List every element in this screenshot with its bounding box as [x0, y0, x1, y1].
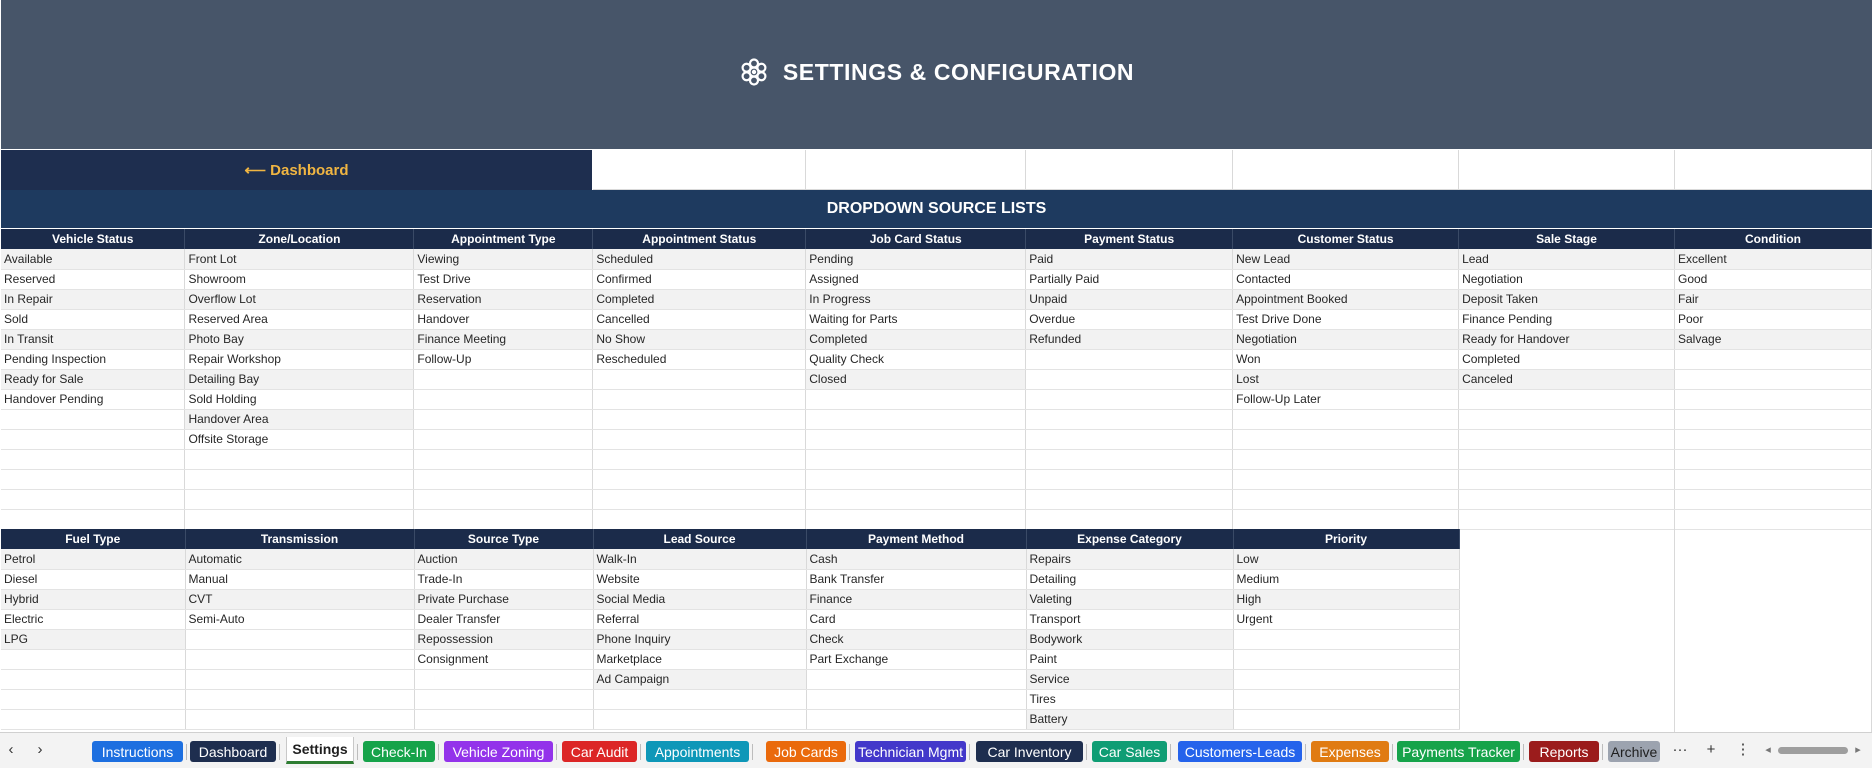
tab-separator: [279, 744, 280, 760]
table-cell[interactable]: [593, 429, 806, 449]
tab-payments-tracker[interactable]: Payments Tracker: [1397, 741, 1520, 762]
table-cell[interactable]: Semi-Auto: [185, 609, 414, 629]
table-cell[interactable]: [1675, 369, 1872, 389]
table-cell[interactable]: Completed: [806, 329, 1026, 349]
table-cell[interactable]: [185, 509, 414, 529]
column-header[interactable]: Transmission: [185, 529, 414, 549]
table-cell[interactable]: Phone Inquiry: [593, 629, 806, 649]
table-cell[interactable]: Handover: [414, 309, 593, 329]
tab-separator: [640, 744, 641, 760]
table-cell[interactable]: [1026, 429, 1233, 449]
table-cell[interactable]: [593, 469, 806, 489]
table-cell[interactable]: [1026, 409, 1233, 429]
table-cell[interactable]: [806, 489, 1026, 509]
table-cell[interactable]: [1675, 409, 1872, 429]
table-cell[interactable]: [414, 469, 593, 489]
table-cell[interactable]: Valeting: [1026, 589, 1233, 609]
empty-column: [1459, 529, 1675, 732]
table-cell[interactable]: [593, 449, 806, 469]
tab-customers-leads[interactable]: Customers-Leads: [1178, 741, 1302, 762]
table-cell[interactable]: [1233, 629, 1459, 649]
table-cell[interactable]: CVT: [185, 589, 414, 609]
empty-cell[interactable]: [593, 150, 806, 190]
tab-car-sales[interactable]: Car Sales: [1092, 741, 1167, 762]
table-cell[interactable]: Detailing: [1026, 569, 1233, 589]
tab-archive[interactable]: Archive: [1608, 741, 1660, 762]
tab-separator: [357, 744, 358, 760]
table-cell[interactable]: [1233, 409, 1459, 429]
tab-separator: [438, 744, 439, 760]
table-cell[interactable]: Tires: [1026, 689, 1233, 709]
table-cell[interactable]: Waiting for Parts: [806, 309, 1026, 329]
table-row: [1, 709, 1459, 729]
table-cell[interactable]: Reserved Area: [185, 309, 414, 329]
nav-row: [1, 150, 1872, 190]
table-cell[interactable]: [593, 709, 806, 729]
table-cell[interactable]: [414, 429, 593, 449]
table-cell[interactable]: Contacted: [1233, 269, 1459, 289]
table-cell[interactable]: Part Exchange: [806, 649, 1026, 669]
tab-separator: [1602, 744, 1603, 760]
table-row: [1, 389, 1872, 409]
table-cell[interactable]: [414, 449, 593, 469]
table-cell[interactable]: [1233, 489, 1459, 509]
column-header[interactable]: Source Type: [414, 529, 593, 549]
table-cell[interactable]: Automatic: [185, 549, 414, 569]
table-cell[interactable]: Finance Meeting: [414, 329, 593, 349]
table-cell[interactable]: Good: [1675, 269, 1872, 289]
table-cell[interactable]: [185, 629, 414, 649]
scroll-left-icon[interactable]: ◂: [1765, 744, 1771, 756]
table-cell[interactable]: Manual: [185, 569, 414, 589]
table-cell[interactable]: Auction: [414, 549, 593, 569]
table-cell[interactable]: [1, 669, 185, 689]
table-cell[interactable]: Partially Paid: [1026, 269, 1233, 289]
table-cell[interactable]: [1675, 489, 1872, 509]
table-cell[interactable]: Walk-In: [593, 549, 806, 569]
table-cell[interactable]: [1675, 389, 1872, 409]
table-cell[interactable]: Test Drive: [414, 269, 593, 289]
table-cell[interactable]: Repair Workshop: [185, 349, 414, 369]
column-header[interactable]: Payment Method: [806, 529, 1026, 549]
table-row: [1, 589, 1459, 609]
table-cell[interactable]: [806, 709, 1026, 729]
table-cell[interactable]: Scheduled: [593, 249, 806, 269]
table-cell[interactable]: [593, 409, 806, 429]
table-cell[interactable]: [185, 449, 414, 469]
table-cell[interactable]: Confirmed: [593, 269, 806, 289]
settings-banner: [1, 0, 1872, 149]
table-cell[interactable]: [1, 489, 185, 509]
table-cell[interactable]: Handover Area: [185, 409, 414, 429]
table-cell[interactable]: Reserved: [1, 269, 185, 289]
table-cell[interactable]: [1, 409, 185, 429]
table-cell[interactable]: Unpaid: [1026, 289, 1233, 309]
table-row: [1, 249, 1872, 269]
empty-cell[interactable]: [1675, 150, 1872, 190]
table-row: [1, 369, 1872, 389]
table-cell[interactable]: Lead: [1459, 249, 1675, 269]
table-cell[interactable]: [806, 409, 1026, 429]
table-cell[interactable]: Card: [806, 609, 1026, 629]
table-cell[interactable]: Battery: [1026, 709, 1233, 729]
table-cell[interactable]: Assigned: [806, 269, 1026, 289]
table-cell[interactable]: Ad Campaign: [593, 669, 806, 689]
table-cell[interactable]: In Transit: [1, 329, 185, 349]
table-cell[interactable]: [185, 649, 414, 669]
table-cell[interactable]: In Repair: [1, 289, 185, 309]
table-cell[interactable]: Lost: [1233, 369, 1459, 389]
table-cell[interactable]: [1459, 389, 1675, 409]
tab-technician-mgmt[interactable]: Technician Mgmt: [855, 741, 966, 762]
empty-cell[interactable]: [1026, 150, 1233, 190]
table-cell[interactable]: Social Media: [593, 589, 806, 609]
table-cell[interactable]: Follow-Up: [414, 349, 593, 369]
table-cell[interactable]: Offsite Storage: [185, 429, 414, 449]
table-cell[interactable]: Trade-In: [414, 569, 593, 589]
table-cell[interactable]: [1, 689, 185, 709]
table-cell[interactable]: [593, 369, 806, 389]
table-row: [1, 609, 1459, 629]
tab-prev-arrow-icon[interactable]: ‹: [8, 741, 14, 758]
table-cell[interactable]: [1233, 669, 1459, 689]
table-row: [1, 669, 1459, 689]
table-cell[interactable]: Front Lot: [185, 249, 414, 269]
table-cell[interactable]: Cash: [806, 549, 1026, 569]
section-header: DROPDOWN SOURCE LISTS: [1, 190, 1872, 228]
table-cell[interactable]: [1026, 389, 1233, 409]
table-cell[interactable]: Poor: [1675, 309, 1872, 329]
table-cell[interactable]: [1675, 449, 1872, 469]
tab-reports[interactable]: Reports: [1529, 741, 1599, 762]
table-cell[interactable]: Diesel: [1, 569, 185, 589]
table-cell[interactable]: [414, 409, 593, 429]
column-header[interactable]: Fuel Type: [1, 529, 185, 549]
table-cell[interactable]: Completed: [1459, 349, 1675, 369]
table-row: [1, 509, 1872, 529]
table-cell[interactable]: [1, 709, 185, 729]
tab-separator: [186, 744, 187, 760]
table-row: [1, 629, 1459, 649]
table-cell[interactable]: [1233, 689, 1459, 709]
table-cell[interactable]: Marketplace: [593, 649, 806, 669]
table-cell[interactable]: [414, 709, 593, 729]
table-cell[interactable]: Reservation: [414, 289, 593, 309]
table-cell[interactable]: Website: [593, 569, 806, 589]
table-row: [1, 489, 1872, 509]
column-header[interactable]: Lead Source: [593, 529, 806, 549]
column-header[interactable]: Priority: [1233, 529, 1459, 549]
table-cell[interactable]: Service: [1026, 669, 1233, 689]
tab-dashboard[interactable]: Dashboard: [190, 741, 276, 762]
tab-appointments[interactable]: Appointments: [646, 741, 749, 762]
table-cell[interactable]: [806, 469, 1026, 489]
column-header[interactable]: Appointment Type: [414, 229, 593, 249]
table-cell[interactable]: [806, 389, 1026, 409]
table-cell[interactable]: [414, 689, 593, 709]
table-cell[interactable]: Electric: [1, 609, 185, 629]
table-cell[interactable]: Appointment Booked: [1233, 289, 1459, 309]
table-cell[interactable]: [185, 689, 414, 709]
table-cell[interactable]: Available: [1, 249, 185, 269]
table-row: [1, 689, 1459, 709]
tab-expenses[interactable]: Expenses: [1311, 741, 1389, 762]
table-row: [1, 569, 1459, 589]
table-row: [1, 649, 1459, 669]
table-cell[interactable]: [1, 449, 185, 469]
table-cell[interactable]: Referral: [593, 609, 806, 629]
table-row: [1, 409, 1872, 429]
table-cell[interactable]: Viewing: [414, 249, 593, 269]
tab-separator: [556, 744, 557, 760]
dropdown-lists-table-2: [1, 529, 1460, 730]
table-cell[interactable]: Paid: [1026, 249, 1233, 269]
table-cell[interactable]: [806, 429, 1026, 449]
table-cell[interactable]: [1675, 509, 1872, 529]
table-cell[interactable]: High: [1233, 589, 1459, 609]
table-cell[interactable]: [1459, 509, 1675, 529]
table-row: [1, 329, 1872, 349]
table-cell[interactable]: Medium: [1233, 569, 1459, 589]
table-cell[interactable]: [1459, 489, 1675, 509]
table-cell[interactable]: Won: [1233, 349, 1459, 369]
table-cell[interactable]: [1675, 429, 1872, 449]
table-cell[interactable]: [1026, 349, 1233, 369]
table-cell[interactable]: [806, 689, 1026, 709]
table-cell[interactable]: Excellent: [1675, 249, 1872, 269]
table-row: [1, 449, 1872, 469]
table-cell[interactable]: Detailing Bay: [185, 369, 414, 389]
dashboard-link-button[interactable]: ⟵ Dashboard: [1, 150, 592, 190]
column-header[interactable]: Zone/Location: [185, 229, 414, 249]
column-header[interactable]: Sale Stage: [1459, 229, 1675, 249]
table-cell[interactable]: LPG: [1, 629, 185, 649]
empty-cell[interactable]: [1233, 150, 1459, 190]
more-tabs-icon[interactable]: ···: [1672, 741, 1688, 758]
table-cell[interactable]: [806, 669, 1026, 689]
table-cell[interactable]: Closed: [806, 369, 1026, 389]
table-cell[interactable]: Overflow Lot: [185, 289, 414, 309]
table-cell[interactable]: [1459, 449, 1675, 469]
table-cell[interactable]: [1026, 369, 1233, 389]
table-cell[interactable]: [593, 489, 806, 509]
column-header[interactable]: Customer Status: [1233, 229, 1459, 249]
table-cell[interactable]: Finance: [806, 589, 1026, 609]
table-cell[interactable]: [1233, 509, 1459, 529]
table-cell[interactable]: Showroom: [185, 269, 414, 289]
tab-separator: [1392, 744, 1393, 760]
table-cell[interactable]: In Progress: [806, 289, 1026, 309]
table-cell[interactable]: [593, 509, 806, 529]
page-title: SETTINGS & CONFIGURATION: [782, 58, 1135, 85]
table-cell[interactable]: Check: [806, 629, 1026, 649]
table-cell[interactable]: [806, 449, 1026, 469]
tab-separator: [1170, 744, 1171, 760]
add-sheet-icon[interactable]: +: [1706, 741, 1716, 758]
table-cell[interactable]: [1233, 449, 1459, 469]
table-cell[interactable]: Transport: [1026, 609, 1233, 629]
table-cell[interactable]: Paint: [1026, 649, 1233, 669]
table-cell[interactable]: [1, 469, 185, 489]
table-cell[interactable]: [1459, 469, 1675, 489]
table-cell[interactable]: Bank Transfer: [806, 569, 1026, 589]
table-cell[interactable]: [1026, 469, 1233, 489]
empty-cell[interactable]: [806, 150, 1026, 190]
table-cell[interactable]: No Show: [593, 329, 806, 349]
tab-separator: [752, 744, 753, 760]
tab-separator: [1086, 744, 1087, 760]
table-cell[interactable]: Handover Pending: [1, 389, 185, 409]
table-cell[interactable]: Pending: [806, 249, 1026, 269]
gear-icon: [739, 57, 769, 87]
table-cell[interactable]: Bodywork: [1026, 629, 1233, 649]
table-cell[interactable]: [185, 669, 414, 689]
table-cell[interactable]: [1233, 469, 1459, 489]
table-row: [1, 269, 1872, 289]
table-cell[interactable]: [1233, 429, 1459, 449]
dropdown-lists-table-1: [1, 229, 1872, 530]
table-cell[interactable]: Repairs: [1026, 549, 1233, 569]
tab-separator: [1523, 744, 1524, 760]
table-cell[interactable]: [414, 489, 593, 509]
table-cell[interactable]: Follow-Up Later: [1233, 389, 1459, 409]
table-cell[interactable]: [1026, 449, 1233, 469]
table-cell[interactable]: Quality Check: [806, 349, 1026, 369]
table-cell[interactable]: Dealer Transfer: [414, 609, 593, 629]
column-header[interactable]: Condition: [1675, 229, 1872, 249]
tab-check-in[interactable]: Check-In: [363, 741, 435, 762]
table-cell[interactable]: Low: [1233, 549, 1459, 569]
table-cell[interactable]: [1233, 649, 1459, 669]
table-cell[interactable]: [1675, 469, 1872, 489]
column-header[interactable]: Payment Status: [1026, 229, 1233, 249]
table-cell[interactable]: [806, 509, 1026, 529]
tab-vehicle-zoning[interactable]: Vehicle Zoning: [444, 741, 553, 762]
table-cell[interactable]: [593, 689, 806, 709]
table-cell[interactable]: Pending Inspection: [1, 349, 185, 369]
table-cell[interactable]: [414, 389, 593, 409]
table-cell[interactable]: [1, 429, 185, 449]
table-row: [1, 469, 1872, 489]
tab-separator: [849, 744, 850, 760]
table-cell[interactable]: Consignment: [414, 649, 593, 669]
table-cell[interactable]: [1, 649, 185, 669]
table-cell[interactable]: [1675, 349, 1872, 369]
table-cell[interactable]: Negotiation: [1459, 269, 1675, 289]
table-cell[interactable]: Refunded: [1026, 329, 1233, 349]
tab-separator: [1305, 744, 1306, 760]
table-row: [1, 429, 1872, 449]
empty-cell[interactable]: [1459, 150, 1675, 190]
table-cell[interactable]: [593, 389, 806, 409]
tab-separator: [969, 744, 970, 760]
table-cell[interactable]: Rescheduled: [593, 349, 806, 369]
table-row: [1, 349, 1872, 369]
empty-column: [1674, 529, 1872, 732]
table-cell[interactable]: [185, 709, 414, 729]
table-row: [1, 289, 1872, 309]
table-cell[interactable]: Test Drive Done: [1233, 309, 1459, 329]
table-cell[interactable]: Finance Pending: [1459, 309, 1675, 329]
table-cell[interactable]: [1, 509, 185, 529]
tab-job-cards[interactable]: Job Cards: [766, 741, 846, 762]
table-cell[interactable]: [1026, 489, 1233, 509]
table-cell[interactable]: [1459, 409, 1675, 429]
table-cell[interactable]: Sold Holding: [185, 389, 414, 409]
column-header[interactable]: Vehicle Status: [1, 229, 185, 249]
table-cell[interactable]: Salvage: [1675, 329, 1872, 349]
table-cell[interactable]: Private Purchase: [414, 589, 593, 609]
sheet-tab-bar: [0, 732, 1872, 768]
table-cell[interactable]: New Lead: [1233, 249, 1459, 269]
table-row: [1, 309, 1872, 329]
table-cell[interactable]: Cancelled: [593, 309, 806, 329]
tab-settings[interactable]: Settings: [286, 737, 354, 764]
table-cell[interactable]: [1026, 509, 1233, 529]
table-cell[interactable]: Fair: [1675, 289, 1872, 309]
column-header[interactable]: Job Card Status: [806, 229, 1026, 249]
table-cell[interactable]: Ready for Sale: [1, 369, 185, 389]
table-cell[interactable]: Hybrid: [1, 589, 185, 609]
table-cell[interactable]: [414, 509, 593, 529]
tab-car-inventory[interactable]: Car Inventory: [976, 741, 1083, 762]
column-header[interactable]: Expense Category: [1026, 529, 1233, 549]
table-cell[interactable]: [414, 369, 593, 389]
table-cell[interactable]: Completed: [593, 289, 806, 309]
table-cell[interactable]: Ready for Handover: [1459, 329, 1675, 349]
table-row: [1, 549, 1459, 569]
table-cell[interactable]: [1233, 709, 1459, 729]
table-cell[interactable]: [1459, 429, 1675, 449]
column-header[interactable]: Appointment Status: [593, 229, 806, 249]
table-cell[interactable]: Repossession: [414, 629, 593, 649]
table-cell[interactable]: Photo Bay: [185, 329, 414, 349]
table-cell[interactable]: Petrol: [1, 549, 185, 569]
table-cell[interactable]: Overdue: [1026, 309, 1233, 329]
table-cell[interactable]: Urgent: [1233, 609, 1459, 629]
tab-next-arrow-icon[interactable]: ›: [37, 741, 43, 758]
table-cell[interactable]: Deposit Taken: [1459, 289, 1675, 309]
sheet-menu-icon[interactable]: ⋮: [1735, 741, 1751, 758]
tab-car-audit[interactable]: Car Audit: [562, 741, 637, 762]
table-cell[interactable]: [185, 489, 414, 509]
table-cell[interactable]: [185, 469, 414, 489]
scroll-right-icon[interactable]: ▸: [1855, 744, 1861, 756]
tab-instructions[interactable]: Instructions: [92, 741, 183, 762]
table-cell[interactable]: [414, 669, 593, 689]
table-cell[interactable]: Canceled: [1459, 369, 1675, 389]
horizontal-scrollbar[interactable]: [1778, 747, 1848, 754]
table-cell[interactable]: Sold: [1, 309, 185, 329]
table-cell[interactable]: Negotiation: [1233, 329, 1459, 349]
